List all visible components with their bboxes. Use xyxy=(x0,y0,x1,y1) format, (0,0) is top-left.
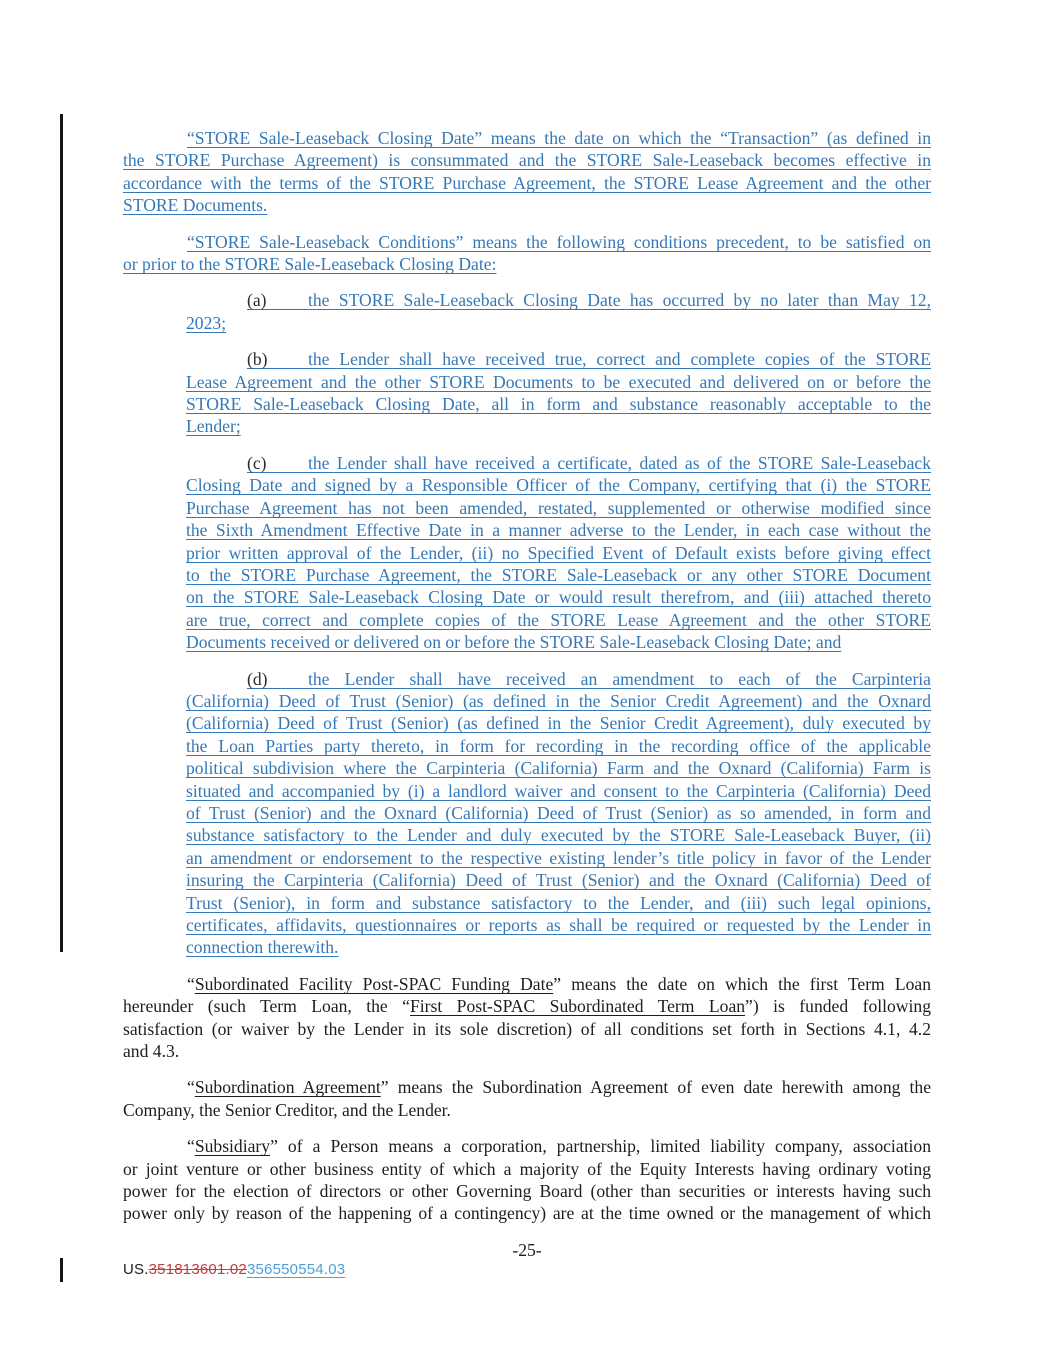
inserted-definition-paragraph xyxy=(186,668,931,959)
paragraph-line: “STORE Sale-Leaseback Closing Date” means the date on which the “Transaction” (as defined in xyxy=(187,128,931,148)
paragraph-line: certificates, affidavits, questionnaires or reports as shall be required or requested by the Lender in xyxy=(186,915,931,935)
definition-paragraph xyxy=(123,973,931,1063)
inserted-definition-paragraph xyxy=(123,231,931,276)
paragraph-line: 2023; xyxy=(186,312,227,333)
paragraph-line: accordance with the terms of the STORE Purchase Agreement, the STORE Lease Agreement and the other xyxy=(123,172,931,193)
list-item-label: (d) xyxy=(247,670,308,689)
inserted-definition-paragraph xyxy=(186,289,931,334)
paragraph-line: political subdivision where the Carpinteria (California) Farm and the Oxnard (California) Farm is xyxy=(186,758,931,779)
paragraph-line: (a) the STORE Sale-Leaseback Closing Date has occurred by no later than May 12, xyxy=(247,290,931,311)
paragraph-line: or prior to the STORE Sale-Leaseback Closing Date: xyxy=(123,254,497,275)
paragraph-line: situated and accompanied by (i) a landlord waiver and consent to the Carpinteria (California) Deed xyxy=(186,780,931,801)
list-item-label: (c) xyxy=(247,454,308,473)
paragraph-line: (d) the Lender shall have received an amendment to each of the Carpinteria xyxy=(247,668,931,689)
document-body xyxy=(123,127,931,1225)
paragraph-line: the STORE Purchase Agreement) is consummated and the STORE Sale-Leaseback becomes effective in xyxy=(123,150,931,171)
paragraph-line: an amendment or endorsement to the respective existing lender’s title policy in favor of the Lender xyxy=(186,847,931,868)
paragraph-line: Company, the Senior Creditor, and the Lender. xyxy=(123,1099,451,1120)
paragraph-line: Lender; xyxy=(186,416,241,437)
paragraph-line: “Subsidiary” of a Person means a corporation, partnership, limited liability company, association xyxy=(187,1136,931,1157)
change-bar-footer xyxy=(60,1258,63,1282)
paragraph-line: insuring the Carpinteria (California) Deed of Trust (Senior) and the Oxnard (California) Deed of xyxy=(186,870,931,891)
paragraph-line: the Sixth Amendment Effective Date in a manner adverse to the Lender, in each case without the xyxy=(186,520,931,541)
inserted-definition-paragraph xyxy=(186,348,931,438)
paragraph-line: Purchase Agreement has not been amended, restated, supplemented or otherwise modified since xyxy=(186,497,931,518)
paragraph-line: (California) Deed of Trust (Senior) (as defined in the Senior Credit Agreement), duly executed by xyxy=(186,713,931,734)
list-item-label: (b) xyxy=(247,350,308,369)
paragraph-line: Trust (Senior), in form and substance satisfactory to the Lender, and (iii) such legal opinions, xyxy=(186,892,931,913)
document-id-footer xyxy=(123,1261,345,1278)
paragraph-line: on the STORE Sale-Leaseback Closing Date or would result therefrom, and (iii) attached thereto xyxy=(186,587,931,608)
paragraph-line: connection therewith. xyxy=(186,937,339,958)
paragraph-line: (c) the Lender shall have received a certificate, dated as of the STORE Sale-Leaseback xyxy=(247,452,931,473)
definition-paragraph xyxy=(123,1076,931,1121)
footer-prefix: US. xyxy=(123,1261,149,1278)
definition-paragraph xyxy=(123,1135,931,1225)
paragraph-line: Closing Date and signed by a Responsible Officer of the Company, certifying that (i) the STORE xyxy=(186,475,931,496)
page-number: -25- xyxy=(512,1240,542,1260)
paragraph-line: substance satisfactory to the Lender and duly executed by the STORE Sale-Leaseback Buyer, (ii) xyxy=(186,825,931,846)
paragraph-line: to the STORE Purchase Agreement, the STORE Sale-Leaseback or any other STORE Document xyxy=(186,564,931,585)
change-bar xyxy=(60,114,63,952)
paragraph-line: STORE Sale-Leaseback Closing Date, all in form and substance reasonably acceptable to the xyxy=(186,394,931,415)
paragraph-line: are true, correct and complete copies of the STORE Lease Agreement and the other STORE xyxy=(186,609,931,630)
paragraph-line: prior written approval of the Lender, (ii) no Specified Event of Default exists before giving effect xyxy=(186,542,931,563)
inserted-definition-paragraph xyxy=(186,452,931,654)
inserted-definition-paragraph xyxy=(123,127,931,217)
paragraph-line: power only by reason of the happening of a contingency) are at the time owned or the management of which xyxy=(123,1203,931,1224)
paragraph-line: (California) Deed of Trust (Senior) (as defined in the Senior Credit Agreement) and the Oxnard xyxy=(186,690,931,711)
paragraph-line: and 4.3. xyxy=(123,1041,180,1062)
paragraph-line: the Loan Parties party thereto, in form for recording in the recording office of the applicable xyxy=(186,735,931,756)
paragraph-line: hereunder (such Term Loan, the “First Post-SPAC Subordinated Term Loan”) is funded following xyxy=(123,996,931,1017)
paragraph-line: satisfaction (or waiver by the Lender in its sole discretion) of all conditions set forth in Sections 4.1, 4.2 xyxy=(123,1018,931,1039)
footer-deleted-file-number: 351813601.02 xyxy=(148,1261,247,1278)
paragraph-line: of Trust (Senior) and the Oxnard (California) Deed of Trust (Senior) as so amended, in form and xyxy=(186,802,931,823)
paragraph-line: “Subordinated Facility Post-SPAC Funding Date” means the date on which the first Term Loan xyxy=(187,973,932,994)
list-item-label: (a) xyxy=(247,291,308,310)
footer-inserted-file-number: 356550554.03 xyxy=(246,1261,346,1278)
paragraph-line: “Subordination Agreement” means the Subordination Agreement of even date herewith among the xyxy=(187,1077,932,1098)
paragraph-line: STORE Documents. xyxy=(123,195,268,216)
paragraph-line: power for the election of directors or other Governing Board (other than securities or interests having such xyxy=(123,1181,931,1202)
paragraph-line: Documents received or delivered on or before the STORE Sale-Leaseback Closing Date; and xyxy=(186,632,842,653)
paragraph-line: or joint venture or other business entity of which a majority of the Equity Interests having ordinary voting xyxy=(123,1158,931,1179)
paragraph-line: (b) the Lender shall have received true, correct and complete copies of the STORE xyxy=(247,349,931,370)
paragraph-line: “STORE Sale-Leaseback Conditions” means the following conditions precedent, to be satisfied on xyxy=(187,231,931,252)
paragraph-line: Lease Agreement and the other STORE Documents to be executed and delivered on or before the xyxy=(186,371,931,392)
